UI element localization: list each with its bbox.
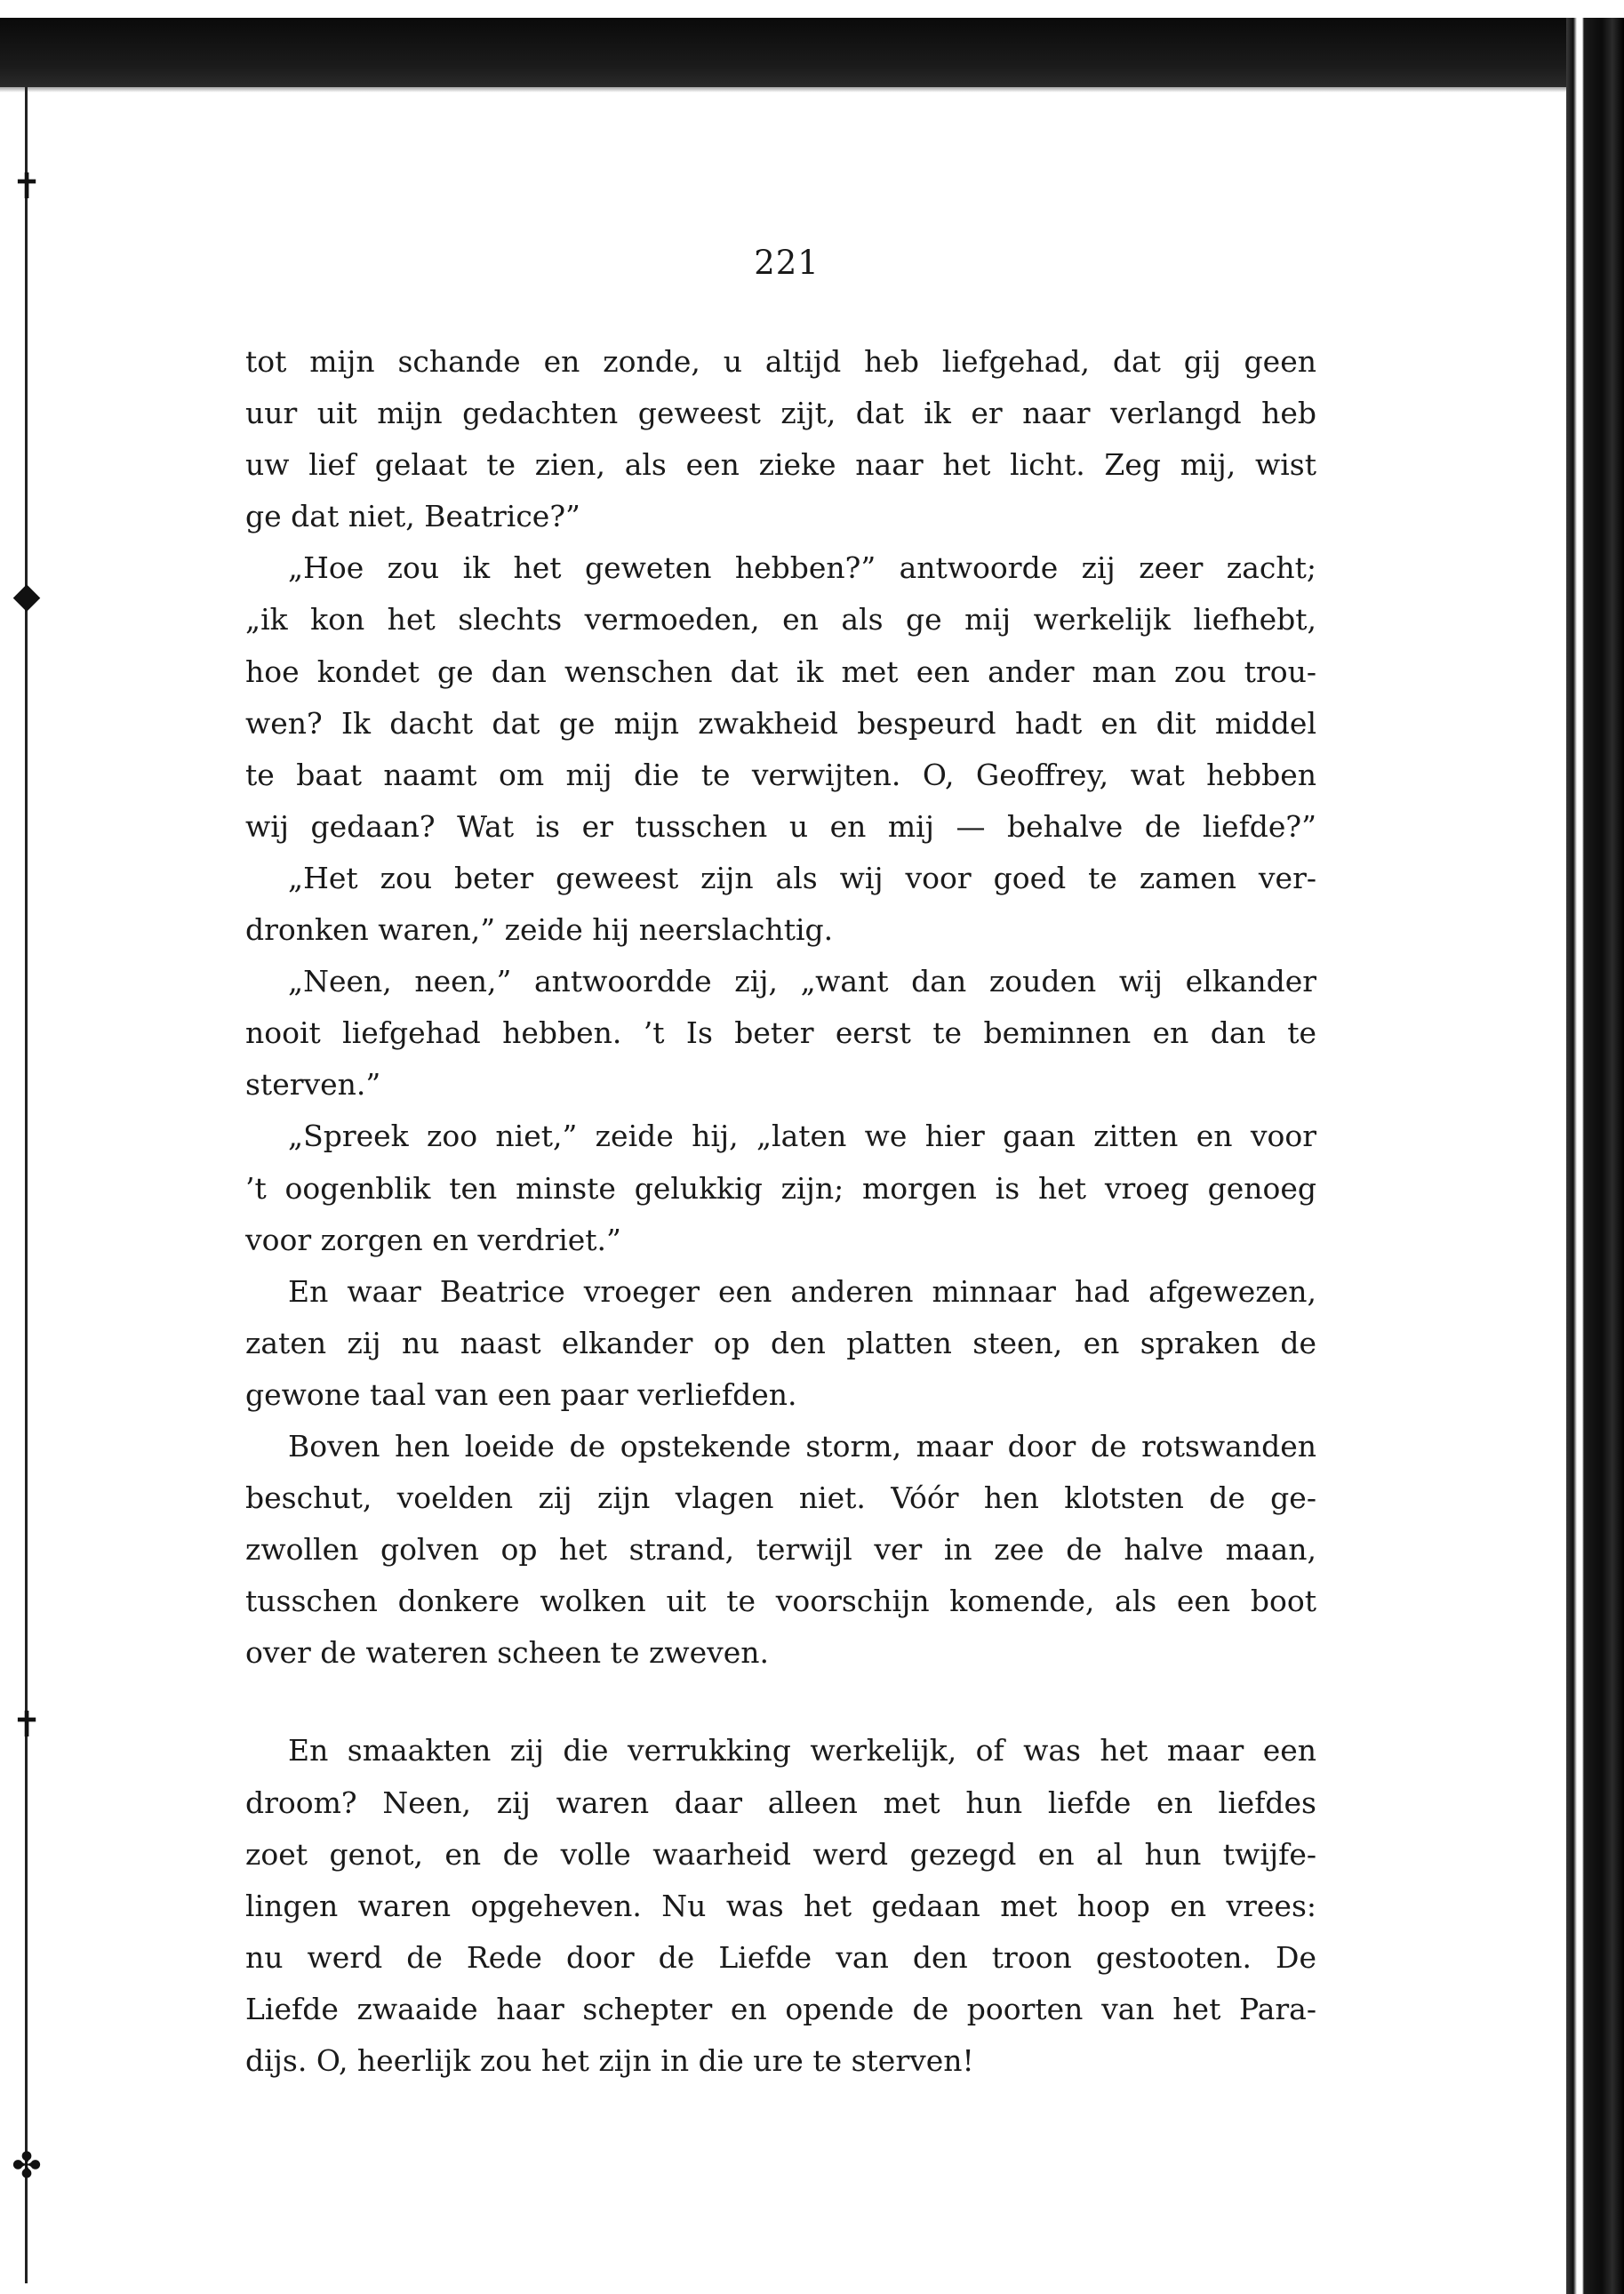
- text-line: zaten zij nu naast elkander op den platten steen, en spraken de: [245, 1325, 1316, 1360]
- text-line: „Spreek zoo niet,” zeide hij, „laten we hier gaan zitten en voor: [288, 1119, 1316, 1154]
- paragraph: [245, 1725, 1316, 2087]
- margin-cross-icon: ✝: [12, 166, 42, 207]
- text-line: gewone taal van een paar verliefden.: [245, 1376, 797, 1412]
- text-line: hoe kondet ge dan wenschen dat ik met een ander man zou trou-: [245, 654, 1316, 689]
- text-line: sterven.”: [245, 1067, 381, 1103]
- text-line: uur uit mijn gedachten geweest zijt, dat ik er naar verlangd heb: [245, 396, 1316, 431]
- margin-cross-icon: ✝: [12, 1704, 42, 1745]
- text-line: dijs. O, heerlijk zou het zijn in die ure te sterven!: [245, 2043, 974, 2078]
- text-line: uw lief gelaat te zien, als een zieke naar het licht. Zeg mij, wist: [245, 447, 1316, 483]
- text-line: „Hoe zou ik het geweten hebben?” antwoorde zij zeer zacht;: [288, 550, 1316, 586]
- text-line: over de wateren scheen te zweven.: [245, 1635, 770, 1671]
- margin-diamond-icon: ◆: [12, 575, 41, 616]
- text-line: tusschen donkere wolken uit te voorschijn komende, als een boot: [245, 1584, 1316, 1619]
- text-line: „Het zou beter geweest zijn als wij voor goed te zamen ver-: [288, 860, 1316, 895]
- text-line: droom? Neen, zij waren daar alleen met hun liefde en liefdes: [245, 1785, 1316, 1820]
- body-text: [245, 336, 1316, 2087]
- text-line: lingen waren opgeheven. Nu was het gedaan met hoop en vrees:: [245, 1888, 1316, 1923]
- text-line: wij gedaan? Wat is er tusschen u en mij — behalve de liefde?”: [245, 808, 1316, 844]
- text-line: „ik kon het slechts vermoeden, en als ge mij werkelijk liefhebt,: [245, 602, 1316, 638]
- scan-left-margin: [0, 87, 42, 2294]
- text-line: voor zorgen en verdriet.”: [245, 1222, 621, 1257]
- paragraph: [245, 853, 1316, 956]
- text-line: wen? Ik dacht dat ge mijn zwakheid bespeurd hadt en dit middel: [245, 705, 1316, 741]
- paragraph: [245, 1266, 1316, 1421]
- margin-rule: [25, 87, 28, 2283]
- text-line: te baat naamt om mij die te verwijten. O, Geoffrey, wat hebben: [245, 757, 1316, 792]
- text-line: zwollen golven op het strand, terwijl ver in zee de halve maan,: [245, 1532, 1316, 1568]
- page-number: 221: [754, 244, 820, 282]
- section-break: [245, 1679, 1316, 1725]
- paragraph: [245, 1421, 1316, 1679]
- text-line: „Neen, neen,” antwoordde zij, „want dan zouden wij elkander: [288, 964, 1316, 999]
- paragraph: [245, 956, 1316, 1111]
- paragraph: [245, 1111, 1316, 1265]
- text-line: ge dat niet, Beatrice?”: [245, 499, 580, 534]
- text-line: dronken waren,” zeide hij neerslachtig.: [245, 912, 834, 948]
- text-line: beschut, voelden zij zijn vlagen niet. Vóór hen klotsten de ge-: [245, 1480, 1316, 1516]
- text-line: Boven hen loeide de opstekende storm, maar door de rotswanden: [288, 1428, 1316, 1464]
- paragraph: [245, 336, 1316, 542]
- text-line: tot mijn schande en zonde, u altijd heb liefgehad, dat gij geen: [245, 344, 1316, 379]
- text-line: En waar Beatrice vroeger een anderen minnaar had afgewezen,: [288, 1273, 1316, 1309]
- margin-ornament-icon: ✤: [12, 2146, 42, 2186]
- text-line: Liefde zwaaide haar schepter en opende de poorten van het Para-: [245, 1991, 1316, 2026]
- paragraph: [245, 542, 1316, 853]
- scan-binding-edge: [1566, 18, 1624, 2294]
- scan-top-shadow: [0, 18, 1624, 87]
- text-line: zoet genot, en de volle waarheid werd gezegd en al hun twijfe-: [245, 1836, 1316, 1872]
- text-line: nu werd de Rede door de Liefde van den troon gestooten. De: [245, 1939, 1316, 1975]
- text-line: nooit liefgehad hebben. ’t Is beter eerst te beminnen en dan te: [245, 1015, 1316, 1051]
- text-line: En smaakten zij die verrukking werkelijk, of was het maar een: [288, 1733, 1316, 1769]
- text-line: ’t oogenblik ten minste gelukkig zijn; morgen is het vroeg genoeg: [245, 1170, 1316, 1206]
